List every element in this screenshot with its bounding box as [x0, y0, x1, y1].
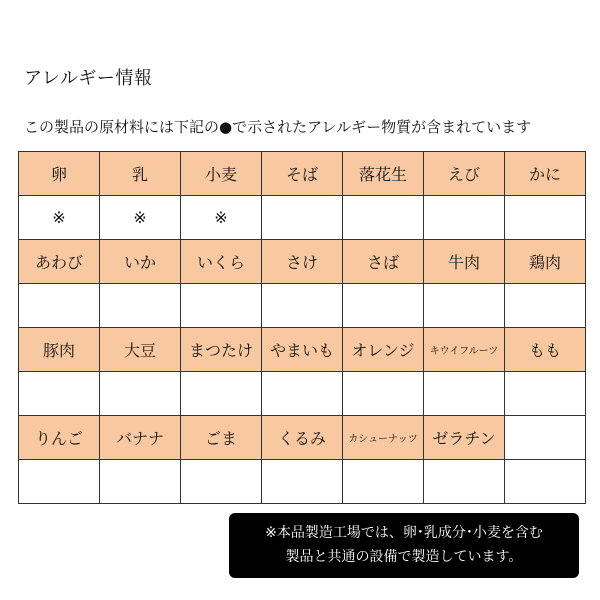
- allergen-name-cell: 牛肉: [424, 240, 505, 284]
- allergen-name-cell: いくら: [181, 240, 262, 284]
- allergen-name-cell: オレンジ: [343, 328, 424, 372]
- page-title: アレルギー情報: [24, 68, 153, 89]
- allergen-mark-cell: [343, 372, 424, 416]
- allergen-mark-row: [19, 460, 586, 504]
- allergen-mark-cell: [262, 372, 343, 416]
- allergen-name-row: [19, 328, 586, 372]
- allergen-name-cell: いか: [100, 240, 181, 284]
- allergen-name-cell: 小麦: [181, 152, 262, 196]
- allergen-mark-cell: [424, 372, 505, 416]
- allergen-mark-cell: ※: [181, 196, 262, 240]
- allergen-mark-cell: [100, 372, 181, 416]
- allergen-mark-cell: [100, 460, 181, 504]
- allergen-mark-cell: [505, 460, 586, 504]
- allergen-name-cell: もも: [505, 328, 586, 372]
- allergen-name-cell: 乳: [100, 152, 181, 196]
- allergen-mark-cell: [424, 284, 505, 328]
- allergen-name-cell: カシューナッツ: [343, 416, 424, 460]
- notice-line: 製品と共通の設備で製造しています。: [285, 549, 523, 565]
- allergen-mark-cell: [505, 284, 586, 328]
- allergen-mark-row: [19, 196, 586, 240]
- allergen-name-cell: かに: [505, 152, 586, 196]
- allergen-mark-row: [19, 284, 586, 328]
- allergen-name-cell: りんご: [19, 416, 100, 460]
- allergen-name-cell: ごま: [181, 416, 262, 460]
- allergen-mark-cell: [424, 460, 505, 504]
- allergen-name-cell: やまいも: [262, 328, 343, 372]
- allergen-name-cell: 落花生: [343, 152, 424, 196]
- allergen-mark-cell: [181, 284, 262, 328]
- allergen-name-cell: さば: [343, 240, 424, 284]
- allergen-name-cell: 豚肉: [19, 328, 100, 372]
- allergen-mark-cell: ※: [19, 196, 100, 240]
- allergen-mark-cell: [19, 372, 100, 416]
- allergen-mark-cell: [181, 372, 262, 416]
- allergen-name-row: [19, 416, 586, 460]
- allergen-mark-cell: [343, 284, 424, 328]
- factory-notice: [229, 513, 579, 578]
- allergen-name-row: [19, 240, 586, 284]
- allergen-mark-cell: [505, 372, 586, 416]
- allergen-mark-cell: [181, 460, 262, 504]
- allergen-mark-cell: ※: [100, 196, 181, 240]
- allergen-name-cell: 大豆: [100, 328, 181, 372]
- allergen-name-cell: あわび: [19, 240, 100, 284]
- allergy-table: [18, 151, 586, 504]
- notice-line: ※本品製造工場では、卵･乳成分･小麦を含む: [265, 525, 543, 541]
- allergen-name-cell: まつたけ: [181, 328, 262, 372]
- allergen-name-cell: くるみ: [262, 416, 343, 460]
- allergen-mark-cell: [19, 460, 100, 504]
- allergen-mark-cell: [343, 460, 424, 504]
- allergen-mark-cell: [100, 284, 181, 328]
- allergen-name-cell: ゼラチン: [424, 416, 505, 460]
- allergen-name-cell: さけ: [262, 240, 343, 284]
- allergen-name-cell: バナナ: [100, 416, 181, 460]
- allergen-mark-cell: [424, 196, 505, 240]
- allergen-mark-cell: [262, 284, 343, 328]
- allergen-mark-row: [19, 372, 586, 416]
- allergen-mark-cell: [262, 460, 343, 504]
- allergen-name-cell: 卵: [19, 152, 100, 196]
- allergen-name-row: [19, 152, 586, 196]
- allergen-name-cell: えび: [424, 152, 505, 196]
- allergen-mark-cell: [505, 196, 586, 240]
- allergen-mark-cell: [343, 196, 424, 240]
- intro-text: この製品の原材料には下記の●で示されたアレルギー物質が含まれています: [24, 118, 532, 136]
- allergen-name-cell: キウイフルーツ: [424, 328, 505, 372]
- allergen-name-cell: 鶏肉: [505, 240, 586, 284]
- empty-cell: [505, 416, 586, 460]
- allergen-mark-cell: [262, 196, 343, 240]
- allergen-mark-cell: [19, 284, 100, 328]
- allergen-name-cell: そば: [262, 152, 343, 196]
